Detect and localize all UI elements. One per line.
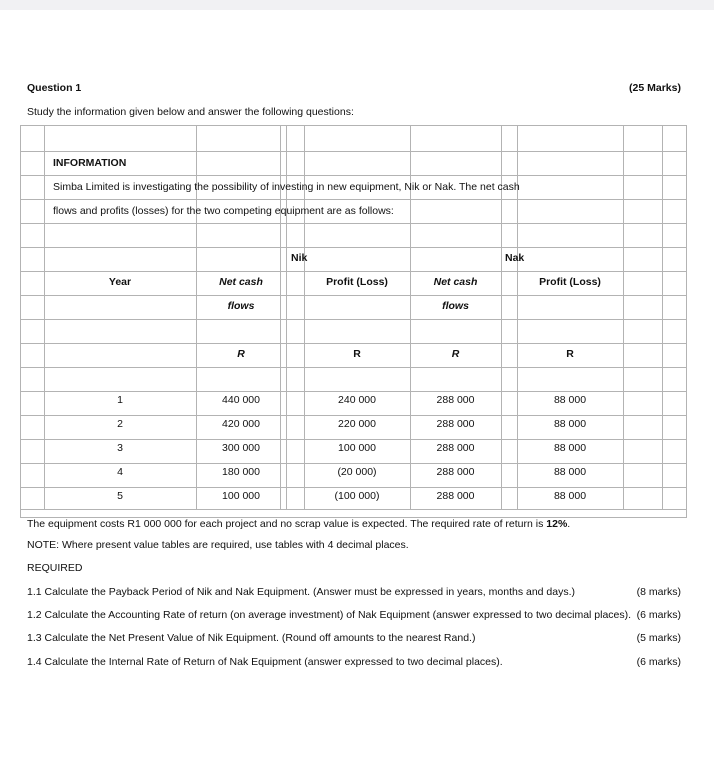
table-cell-nak-cash: 288 000 xyxy=(436,466,475,478)
top-bar xyxy=(0,0,714,10)
group-header-nik: Nik xyxy=(291,252,308,264)
total-marks: (25 Marks) xyxy=(629,82,681,94)
col-header-nik-net-cash: Net cash xyxy=(219,276,263,288)
present-value-note: NOTE: Where present value tables are required, use tables with 4 decimal places. xyxy=(27,539,409,551)
information-line-2: flows and profits (losses) for the two competing equipment are as follows: xyxy=(53,205,394,217)
required-item-marks: (5 marks) xyxy=(636,632,681,644)
col-header-nak-net-cash: Net cash xyxy=(433,276,478,288)
col-header-nak-net-cash-flows: flows xyxy=(442,300,469,312)
table-cell-year: 1 xyxy=(117,394,123,406)
required-item-text: 1.4 Calculate the Internal Rate of Return of Nak Equipment (answer expressed to two decimal places). xyxy=(27,656,503,668)
required-item-text: 1.1 Calculate the Payback Period of Nik and Nak Equipment. (Answer must be expressed in years, months and days.) xyxy=(27,586,576,598)
col-header-nik-profit: Profit (Loss) xyxy=(326,276,388,288)
col-header-nak-profit: Profit (Loss) xyxy=(539,276,601,288)
equipment-cost-text: The equipment costs R1 000 000 for each project and no scrap value is expected. The required rate of return is xyxy=(27,518,547,530)
table-cell-nik-cash: 180 000 xyxy=(222,466,260,478)
table-h-rule xyxy=(20,463,687,464)
table-cell-nik-cash: 100 000 xyxy=(222,490,260,502)
table-h-rule xyxy=(20,439,687,440)
table-cell-nak-cash: 288 000 xyxy=(436,394,475,406)
table-v-rule xyxy=(686,125,687,509)
table-cell-nak-profit: 88 000 xyxy=(553,418,587,430)
table-cell-year: 2 xyxy=(117,418,123,430)
table-cell-nak-profit: 88 000 xyxy=(553,442,587,454)
table-h-rule xyxy=(20,487,687,488)
currency-nak-cash: R xyxy=(451,348,460,360)
table-v-rule xyxy=(20,125,21,509)
table-cell-nik-profit: 220 000 xyxy=(338,418,376,430)
instruction-text: Study the information given below and answer the following questions: xyxy=(27,106,354,118)
information-heading: INFORMATION xyxy=(53,157,127,169)
table-cell-nak-profit: 88 000 xyxy=(553,466,587,478)
question-title: Question 1 xyxy=(27,82,82,94)
table-h-rule xyxy=(20,319,687,320)
table-cell-nak-profit: 88 000 xyxy=(553,394,587,406)
equipment-cost-note xyxy=(27,518,570,530)
information-line-1: Simba Limited is investigating the possibility of investing in new equipment, Nik or Nak. The net cash xyxy=(53,181,520,193)
currency-nik-profit: R xyxy=(353,348,361,360)
col-header-nik-net-cash-flows: flows xyxy=(227,300,255,312)
table-cell-nik-cash: 420 000 xyxy=(222,418,260,430)
group-header-nak: Nak xyxy=(505,252,525,264)
table-v-rule xyxy=(662,125,663,509)
required-rate: 12% xyxy=(546,518,568,530)
equipment-cost-end: . xyxy=(567,518,571,530)
table-cell-nik-cash: 300 000 xyxy=(222,442,260,454)
table-h-rule xyxy=(20,151,687,152)
col-header-year: Year xyxy=(108,276,132,288)
required-item-marks: (6 marks) xyxy=(636,656,681,668)
required-item-text: 1.3 Calculate the Net Present Value of Nik Equipment. (Round off amounts to the nearest Rand.) xyxy=(27,632,476,644)
table-v-rule xyxy=(686,509,687,518)
table-h-rule xyxy=(20,343,687,344)
table-h-rule xyxy=(20,125,687,126)
table-h-rule xyxy=(20,295,687,296)
table-h-rule xyxy=(20,509,687,510)
table-h-rule xyxy=(20,391,687,392)
table-cell-year: 3 xyxy=(117,442,123,454)
table-h-rule xyxy=(20,175,687,176)
table-h-rule xyxy=(20,199,687,200)
required-item-text: 1.2 Calculate the Accounting Rate of return (on average investment) of Nak Equipment (answer expressed to two decimal places). xyxy=(27,609,632,621)
table-cell-nak-cash: 288 000 xyxy=(436,490,475,502)
currency-nik-cash: R xyxy=(237,348,245,360)
table-h-rule xyxy=(20,223,687,224)
table-cell-nik-profit: 100 000 xyxy=(338,442,376,454)
table-cell-year: 5 xyxy=(117,490,123,502)
currency-nak-profit: R xyxy=(566,348,574,360)
table-cell-nak-cash: 288 000 xyxy=(436,418,475,430)
table-cell-nak-profit: 88 000 xyxy=(553,490,587,502)
table-v-rule xyxy=(20,509,21,518)
table-h-rule xyxy=(20,271,687,272)
table-cell-nik-cash: 440 000 xyxy=(222,394,260,406)
required-item-marks: (8 marks) xyxy=(636,586,681,598)
table-cell-nik-profit: (100 000) xyxy=(334,490,380,502)
table-cell-nik-profit: 240 000 xyxy=(338,394,376,406)
table-h-rule xyxy=(20,367,687,368)
table-v-rule xyxy=(623,125,624,509)
table-cell-nak-cash: 288 000 xyxy=(436,442,475,454)
table-cell-year: 4 xyxy=(117,466,123,478)
table-h-rule xyxy=(20,415,687,416)
table-cell-nik-profit: (20 000) xyxy=(337,466,377,478)
required-item-marks: (6 marks) xyxy=(636,609,681,621)
required-heading: REQUIRED xyxy=(27,562,83,574)
table-h-rule xyxy=(20,247,687,248)
